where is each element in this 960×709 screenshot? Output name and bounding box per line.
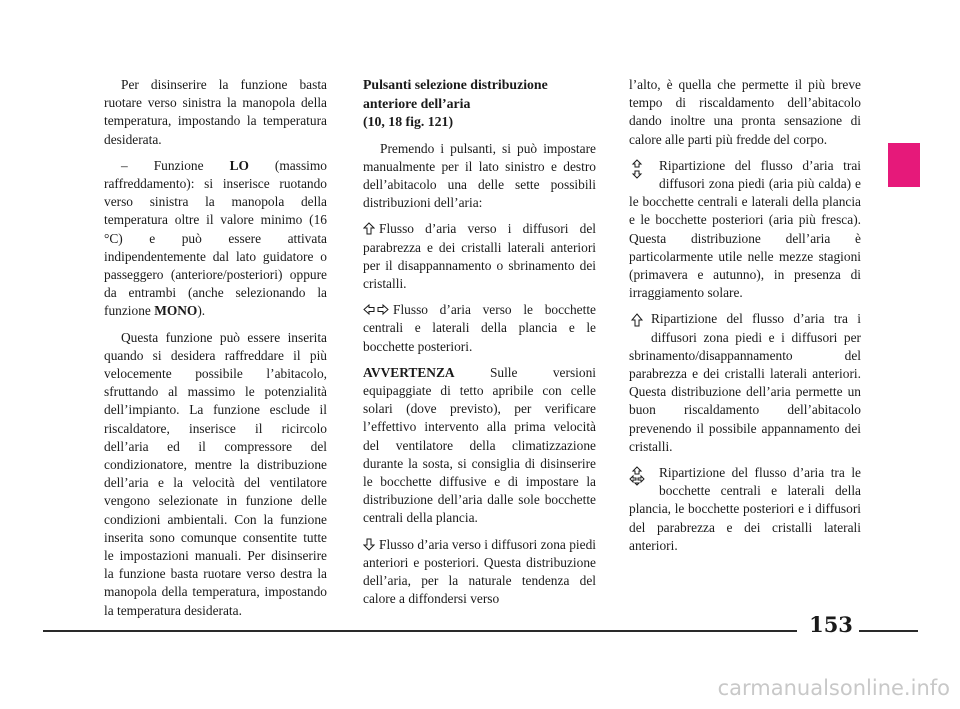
- footer-rule-left: [43, 630, 797, 632]
- lo-description: (massimo raffreddamento): si inserisce ruotando verso sinistra la manopola della temperatura oltre il valore minimo (16 °C) e può essere attivata indipendentemente dal lato guidatore o passeggero (anteriore/posteriori) oppure da entrambi (anche selezionando la funzione: [104, 157, 328, 319]
- arrow-left-right-outline-icon: [363, 303, 389, 316]
- paragraph-feet-continuation: l’alto, è quella che permette il più breve tempo di riscaldamento dell’abitacolo dando inoltre una pronta sensazione di calore alle parti più fredde del corpo.: [629, 77, 861, 147]
- page-number: 153: [809, 612, 853, 637]
- paragraph-lo-usage: Questa funzione può essere inserita quando si desidera raffreddare il più velocemente possibile l’abitacolo, sfruttando al massimo le potenzialità dell’impianto. La funzione esclude il riscaldatore, inserisce il ricircolo dell’aria ed il compressore del condizionatore, mentre la distribuzione dell’aria e la velocità del ventilatore vengono selezionate in funzione delle condizioni ambientali. Con la funzione inserita sono comunque consentite tutte le impostazioni manuali. Per disinserire la funzione basta ruotare verso destra la manopola della temperatura, impostando la temperatura desiderata.: [104, 329, 327, 618]
- watermark-text: carmanualsonline.info: [717, 676, 950, 700]
- lo-keyword: LO: [229, 157, 249, 173]
- paragraph-disable-function: Per disinserire la funzione basta ruotare verso sinistra la manopola della temperatura, impostando la temperatura desiderata.: [104, 77, 327, 147]
- paragraph-intro: Premendo i pulsanti, si può impostare manualmente per il lato sinistro e destro dell’abitacolo una delle sette possibili distribuzioni dell’aria:: [363, 140, 596, 211]
- feet-flow-text: Flusso d’aria verso i diffusori zona piedi anteriori e posteriori. Questa distribuzione dell’aria, per la naturale tendenza del calore a diffondersi verso: [363, 536, 596, 607]
- central-defrost-split-text: Ripartizione del flusso d’aria tra le bocchette centrali e laterali della plancia, le bocchette posteriori e i diffusori del parabrezza e dei cristalli laterali anteriori.: [629, 465, 861, 553]
- paragraph-feet-defrost-split: [629, 310, 861, 456]
- mono-keyword: MONO: [154, 303, 198, 319]
- feet-central-split-text: Ripartizione del flusso d’aria trai diffusori zona piedi (aria più calda) e le bocchette centrali e laterali della plancia e le bocchette posteriori (aria più fresca). Questa distribuzione dell’aria è particolarmente utile nelle mezze stagioni (primavera e autunno), in presenza di irraggiamento solare.: [629, 157, 861, 301]
- arrow-four-way-outline-icon: [629, 464, 653, 498]
- windshield-flow-text: Flusso d’aria verso i diffusori del parabrezza e dei cristalli laterali anteriori per il disappannamento o sbrinamento dei cristalli.: [363, 221, 596, 291]
- arrow-up-outline-icon: [363, 222, 375, 235]
- footer-rule-right: [859, 630, 918, 632]
- central-flow-text: Flusso d’aria verso le bocchette centrali e laterali della plancia e le bocchette posteriori.: [363, 302, 596, 354]
- heading-line-3: (10, 18 fig. 121): [363, 114, 454, 129]
- paragraph-warning: [363, 364, 596, 528]
- text-column-2: [363, 76, 596, 616]
- section-heading: [363, 76, 596, 132]
- section-tab-marker: [888, 143, 920, 187]
- warning-text: Sulle versioni equipaggiate di tetto apribile con celle solari (dove previsto), per verificare l’effettivo intervento alla prima velocità del ventilatore della climatizzazione durante la sosta, si consiglia di disinserire le bocchette diffusive e di impostare la distribuzione dell’aria dalle sole bocchette centrali della plancia.: [363, 364, 596, 526]
- heading-line-2: anteriore dell’aria: [363, 95, 471, 111]
- warning-keyword: AVVERTENZA: [363, 364, 455, 380]
- paragraph-feet-flow: [363, 536, 596, 609]
- paragraph-feet-central-split: [629, 157, 861, 303]
- text-column-3: [629, 76, 861, 563]
- paragraph-windshield-flow: [363, 220, 596, 293]
- text-column-1: [104, 76, 327, 628]
- lo-suffix: ).: [197, 303, 206, 319]
- paragraph-central-defrost-split: [629, 464, 861, 555]
- paragraph-lo-function: [104, 157, 327, 321]
- arrow-up-feet-outline-icon: [629, 310, 645, 338]
- feet-defrost-split-text: Ripartizione del flusso d’aria tra i diffusori zona piedi e i diffusori per sbrinamento/disappannamento del parabrezza e dei cristalli laterali anteriori. Questa distribuzione dell’aria permette un buon riscaldamento dell’abitacolo prevenendo il possibile appannamento dei cristalli.: [629, 311, 861, 454]
- arrow-down-outline-icon: [363, 538, 375, 551]
- heading-line-1: Pulsanti selezione distribuzione: [363, 77, 548, 92]
- paragraph-central-flow: [363, 301, 596, 356]
- arrow-up-down-outline-icon: [629, 157, 653, 191]
- lo-prefix: – Funzione: [121, 157, 230, 173]
